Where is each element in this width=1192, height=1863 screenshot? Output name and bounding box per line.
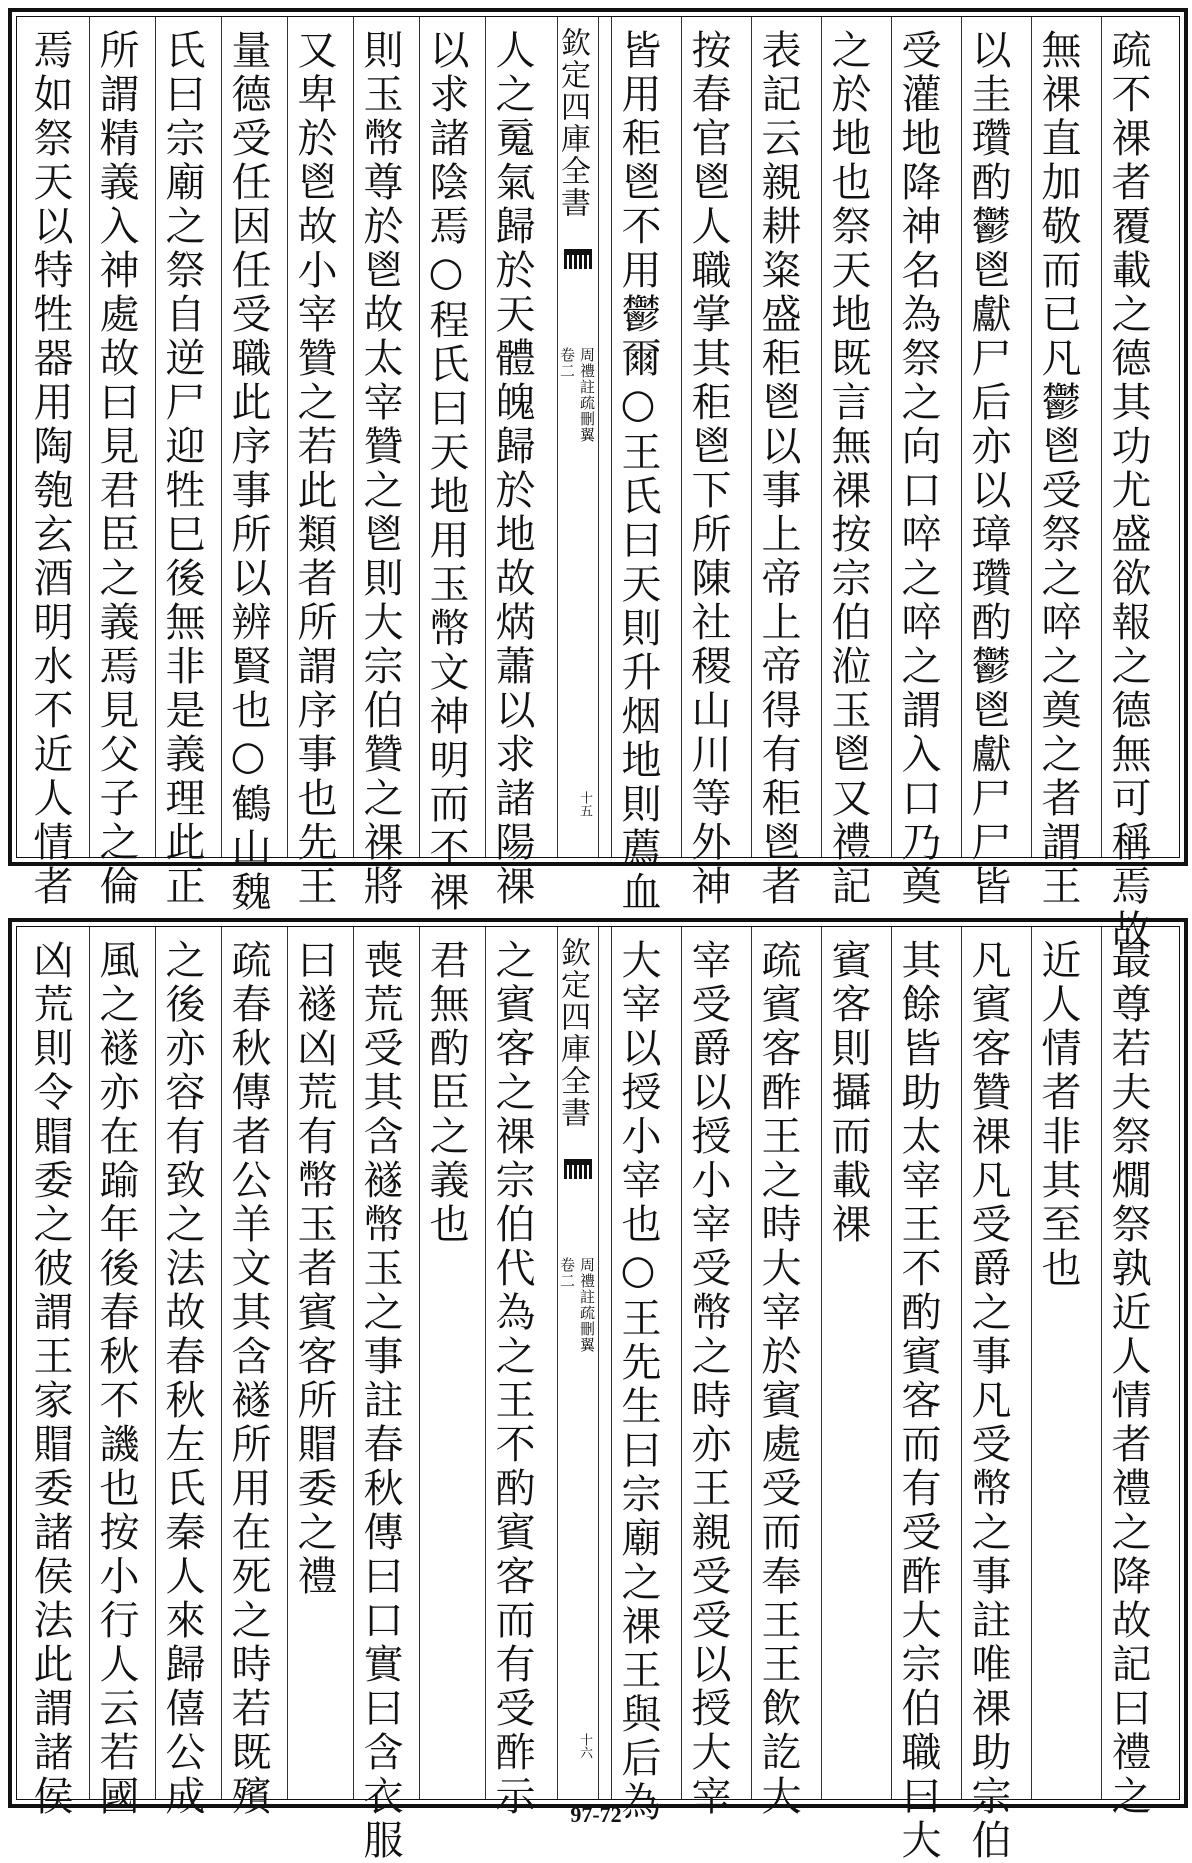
leaf-number: 十五	[577, 791, 592, 817]
fishtail-mark	[564, 1159, 592, 1195]
volume-label: 卷二	[558, 347, 576, 379]
text-column	[891, 927, 945, 1863]
text-column	[221, 17, 275, 915]
column-text: 君無酌臣之義也	[423, 939, 469, 1247]
text-column	[681, 927, 735, 1819]
column-text: 曰襚凶荒有幣玉者賓客所賵委之禮	[291, 939, 337, 1599]
column-text: 大宰以授小宰也○王先生曰宗廟之祼王與后為	[615, 939, 661, 1825]
column-text: 凶荒則令賵委之彼謂王家賵委諸侯法此謂諸侯	[27, 939, 73, 1819]
text-column	[681, 17, 735, 909]
text-column	[353, 927, 407, 1863]
column-text: 又卑於鬯故小宰贊之若此類者所謂序事也先王	[291, 29, 337, 909]
text-column	[751, 927, 805, 1819]
column-text: 疏不祼者覆載之德其功尤盛欲報之德無可稱焉故	[1105, 29, 1151, 953]
text-column	[1101, 17, 1155, 953]
column-text: 宰受爵以授小宰受幣之時亦王親受受以授大宰	[685, 939, 731, 1819]
text-column	[1031, 17, 1085, 909]
top-page	[8, 8, 1188, 953]
text-column	[611, 17, 665, 915]
column-text: 之後亦容有致之法故春秋左氏秦人來歸僖公成	[159, 939, 205, 1819]
book-title: 周禮註疏刪翼	[578, 347, 596, 443]
text-column	[23, 17, 77, 909]
column-text: 以圭瓚酌鬱鬯獻尸后亦以璋瓚酌鬱鬯獻尸尸皆	[965, 29, 1011, 909]
center-fold	[557, 17, 599, 857]
text-column	[89, 17, 143, 909]
text-column	[891, 17, 945, 909]
column-text: 量德受任因任受職此序事所以辨賢也○鶴山魏	[225, 29, 271, 915]
text-column	[23, 927, 77, 1819]
column-text: 最尊若夫祭燗祭孰近人情者禮之降故記曰禮之	[1105, 939, 1151, 1819]
column-text: 表記云親耕粢盛秬鬯以事上帝上帝得有秬鬯者	[755, 29, 801, 909]
text-column	[961, 17, 1015, 909]
collection-title: 欽定四庫全書	[555, 27, 590, 219]
column-text: 按春官鬯人職掌其秬鬯下所陳社稷山川等外神	[685, 29, 731, 909]
text-column	[611, 927, 665, 1825]
column-text: 所謂精義入神處故曰見君臣之義焉見父子之倫	[93, 29, 139, 909]
column-text: 凡賓客贊祼凡受爵之事凡受幣之事註唯祼助宗伯	[965, 939, 1011, 1863]
text-column	[419, 17, 473, 915]
column-text: 賓客則攝而載祼	[825, 939, 871, 1247]
leaf-number: 十六	[577, 1733, 592, 1759]
text-column	[221, 927, 275, 1819]
column-text: 之於地也祭天地既言無祼按宗伯涖玉鬯又禮記	[825, 29, 871, 909]
text-column	[485, 927, 539, 1819]
text-column	[287, 927, 341, 1799]
text-column	[89, 927, 143, 1819]
text-column	[751, 17, 805, 909]
text-column	[821, 927, 875, 1799]
text-column	[155, 927, 209, 1819]
column-text: 受灌地降神名為祭之向口啐之啐之謂入口乃奠	[895, 29, 941, 909]
text-column	[287, 17, 341, 909]
column-text: 氏曰宗廟之祭自逆尸迎牲巳後無非是義理此正	[159, 29, 205, 909]
fishtail-mark	[564, 249, 592, 285]
top-page-frame	[16, 16, 1180, 953]
column-text: 疏賓客酢王之時大宰於賓處受而奉王王飲訖大	[755, 939, 801, 1819]
column-text: 其餘皆助太宰王不酌賓客而有受酢大宗伯職曰大	[895, 939, 941, 1863]
text-column	[353, 17, 407, 909]
column-text: 風之襚亦在踰年後春秋不譏也按小行人云若國	[93, 939, 139, 1819]
column-text: 人之䰟氣歸於天體魄歸於地故焫蕭以求諸陽祼	[489, 29, 535, 909]
column-text: 喪荒受其含襚幣玉之事註春秋傳曰口實曰含衣服	[357, 939, 403, 1863]
column-text: 無祼直加敬而已凡鬱鬯受祭之啐之奠之者謂王	[1035, 29, 1081, 909]
column-text: 焉如祭天以特牲器用陶匏玄酒明水不近人情者	[27, 29, 73, 909]
collection-title: 欽定四庫全書	[555, 937, 590, 1129]
column-text: 疏春秋傳者公羊文其含襚所用在死之時若既殯	[225, 939, 271, 1819]
text-column	[419, 927, 473, 1799]
book-title: 周禮註疏刪翼	[578, 1257, 596, 1353]
text-column	[821, 17, 875, 909]
column-text: 則玉幣尊於鬯故太宰贊之鬯則大宗伯贊之祼將	[357, 29, 403, 909]
column-text: 以求諸陰焉○程氏曰天地用玉幣文神明而不祼	[423, 29, 469, 915]
text-column	[961, 927, 1015, 1863]
text-column	[485, 17, 539, 909]
page-number: 97-72	[570, 1802, 622, 1827]
column-text: 近人情者非其至也	[1035, 939, 1081, 1291]
text-column	[1031, 927, 1085, 1799]
center-fold	[557, 927, 599, 1799]
text-column	[155, 17, 209, 909]
column-text: 之賓客之祼宗伯代為之王不酌賓客而有受酢示	[489, 939, 535, 1819]
column-text: 皆用秬鬯不用鬱爾○王氏曰天則升烟地則薦血	[615, 29, 661, 915]
text-column	[1101, 927, 1155, 1819]
volume-label: 卷二	[558, 1257, 576, 1289]
